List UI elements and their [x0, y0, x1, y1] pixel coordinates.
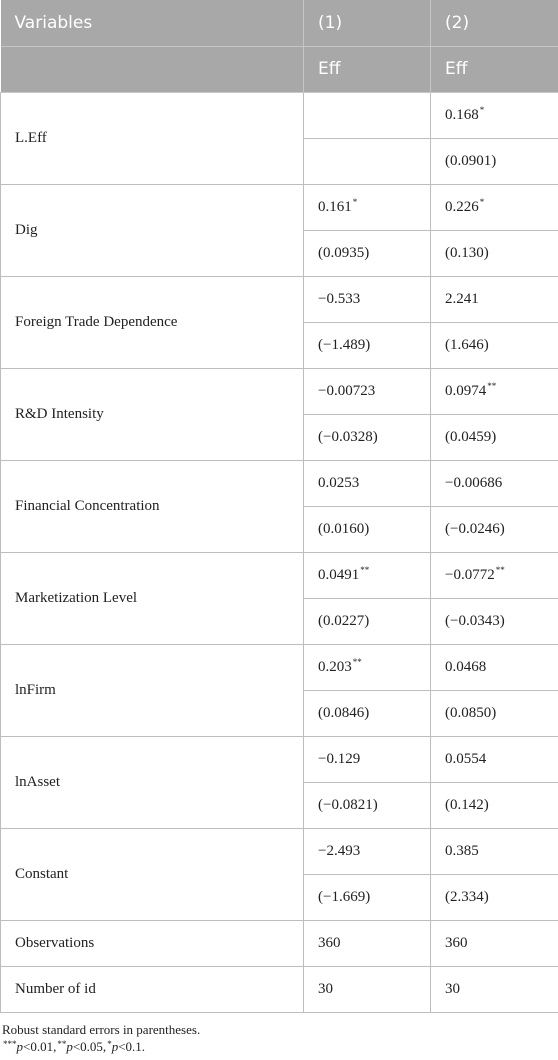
p-2: p [66, 1038, 73, 1054]
header-dep-var-1: Eff [304, 46, 431, 92]
threshold-3: <0.01, [23, 1038, 57, 1054]
notes-line-1: Robust standard errors in parentheses. [2, 1021, 201, 1037]
coef-cell [304, 460, 431, 506]
std-error-cell: (0.130) [431, 230, 558, 276]
variable-label: Dig [1, 184, 304, 276]
significance-stars: * [479, 104, 485, 115]
coef-value: 0.226 [445, 198, 479, 215]
std-error-cell: (1.646) [431, 322, 558, 368]
variable-label: Foreign Trade Dependence [1, 276, 304, 368]
threshold-2: <0.05, [72, 1038, 107, 1054]
table-row [1, 644, 558, 690]
coef-value: −0.533 [318, 290, 361, 307]
coef-cell [304, 276, 431, 322]
coef-value: 0.0491 [318, 566, 360, 583]
coef-cell [304, 92, 431, 138]
variable-label: L.Eff [1, 92, 304, 184]
coef-value: −0.0772 [445, 566, 495, 583]
coef-cell [304, 736, 431, 782]
table-header [1, 0, 558, 92]
header-row [1, 0, 558, 46]
std-error-cell: (0.0227) [304, 598, 431, 644]
std-error-cell: (2.334) [431, 874, 558, 920]
significance-stars: * [479, 196, 485, 207]
table-row [1, 828, 558, 874]
p-1: p [111, 1038, 119, 1054]
variable-label: Marketization Level [1, 552, 304, 644]
table-notes [0, 1013, 558, 1055]
table-body [1, 92, 558, 1012]
std-error-cell: (0.142) [431, 782, 558, 828]
observations-value-2: 360 [431, 920, 558, 966]
std-error-cell: (0.0901) [431, 138, 558, 184]
std-error-cell: (−1.669) [304, 874, 431, 920]
coef-cell [431, 92, 558, 138]
coef-cell [304, 828, 431, 874]
significance-stars: ** [495, 564, 505, 575]
significance-stars: * [352, 196, 358, 207]
coef-value: −0.00686 [445, 474, 503, 491]
table-row [1, 92, 558, 138]
header-dep-var-2: Eff [431, 46, 558, 92]
notes-line-2 [2, 1038, 556, 1055]
std-error-cell: (0.0935) [304, 230, 431, 276]
coef-value: 0.203 [318, 658, 352, 675]
sig-1: * [107, 1038, 112, 1049]
table-row [1, 460, 558, 506]
std-error-cell: (0.0160) [304, 506, 431, 552]
table-row-ids [1, 966, 558, 1012]
p-3: p [16, 1038, 23, 1054]
coef-value: −2.493 [318, 842, 361, 859]
sig-3: *** [3, 1038, 17, 1049]
coef-cell [431, 644, 558, 690]
coef-cell [304, 184, 431, 230]
coef-cell [431, 184, 558, 230]
table-row [1, 736, 558, 782]
observations-label: Observations [1, 920, 304, 966]
std-error-cell [304, 138, 431, 184]
header-model-1: (1) [304, 0, 431, 46]
coef-cell [304, 368, 431, 414]
std-error-cell: (0.0459) [431, 414, 558, 460]
coef-value: 0.385 [445, 842, 479, 859]
coef-cell [431, 460, 558, 506]
coef-value: 2.241 [445, 290, 479, 307]
std-error-cell: (−0.0343) [431, 598, 558, 644]
observations-value-1: 360 [304, 920, 431, 966]
table-row [1, 184, 558, 230]
variable-label: Constant [1, 828, 304, 920]
ids-value-2: 30 [431, 966, 558, 1012]
coef-cell [304, 644, 431, 690]
std-error-cell: (0.0850) [431, 690, 558, 736]
ids-value-1: 30 [304, 966, 431, 1012]
coef-cell [431, 552, 558, 598]
ids-label: Number of id [1, 966, 304, 1012]
coef-value: −0.00723 [318, 382, 376, 399]
header-subrow [1, 46, 558, 92]
coef-cell [431, 276, 558, 322]
std-error-cell: (−0.0821) [304, 782, 431, 828]
coef-cell [431, 828, 558, 874]
significance-stars: ** [360, 564, 370, 575]
table-row [1, 552, 558, 598]
std-error-cell: (0.0846) [304, 690, 431, 736]
sig-2: ** [57, 1038, 67, 1049]
header-model-2: (2) [431, 0, 558, 46]
coef-value: 0.0468 [445, 658, 487, 675]
header-blank [1, 46, 304, 92]
coef-value: 0.0554 [445, 750, 487, 767]
variable-label: lnFirm [1, 644, 304, 736]
std-error-cell: (−1.489) [304, 322, 431, 368]
table-row [1, 276, 558, 322]
coef-value: 0.161 [318, 198, 352, 215]
significance-stars: ** [487, 380, 497, 391]
variable-label: Financial Concentration [1, 460, 304, 552]
threshold-1: <0.1. [118, 1038, 146, 1054]
coef-cell [431, 368, 558, 414]
table-row-observations [1, 920, 558, 966]
coef-cell [431, 736, 558, 782]
std-error-cell: (−0.0246) [431, 506, 558, 552]
coef-value: 0.0974 [445, 382, 487, 399]
coef-value: 0.168 [445, 106, 479, 123]
coef-cell [304, 552, 431, 598]
std-error-cell: (−0.0328) [304, 414, 431, 460]
header-variables: Variables [1, 0, 304, 46]
variable-label: R&D Intensity [1, 368, 304, 460]
coef-value: 0.0253 [318, 474, 360, 491]
significance-stars: ** [352, 656, 362, 667]
table-row [1, 368, 558, 414]
coef-value: −0.129 [318, 750, 361, 767]
variable-label: lnAsset [1, 736, 304, 828]
